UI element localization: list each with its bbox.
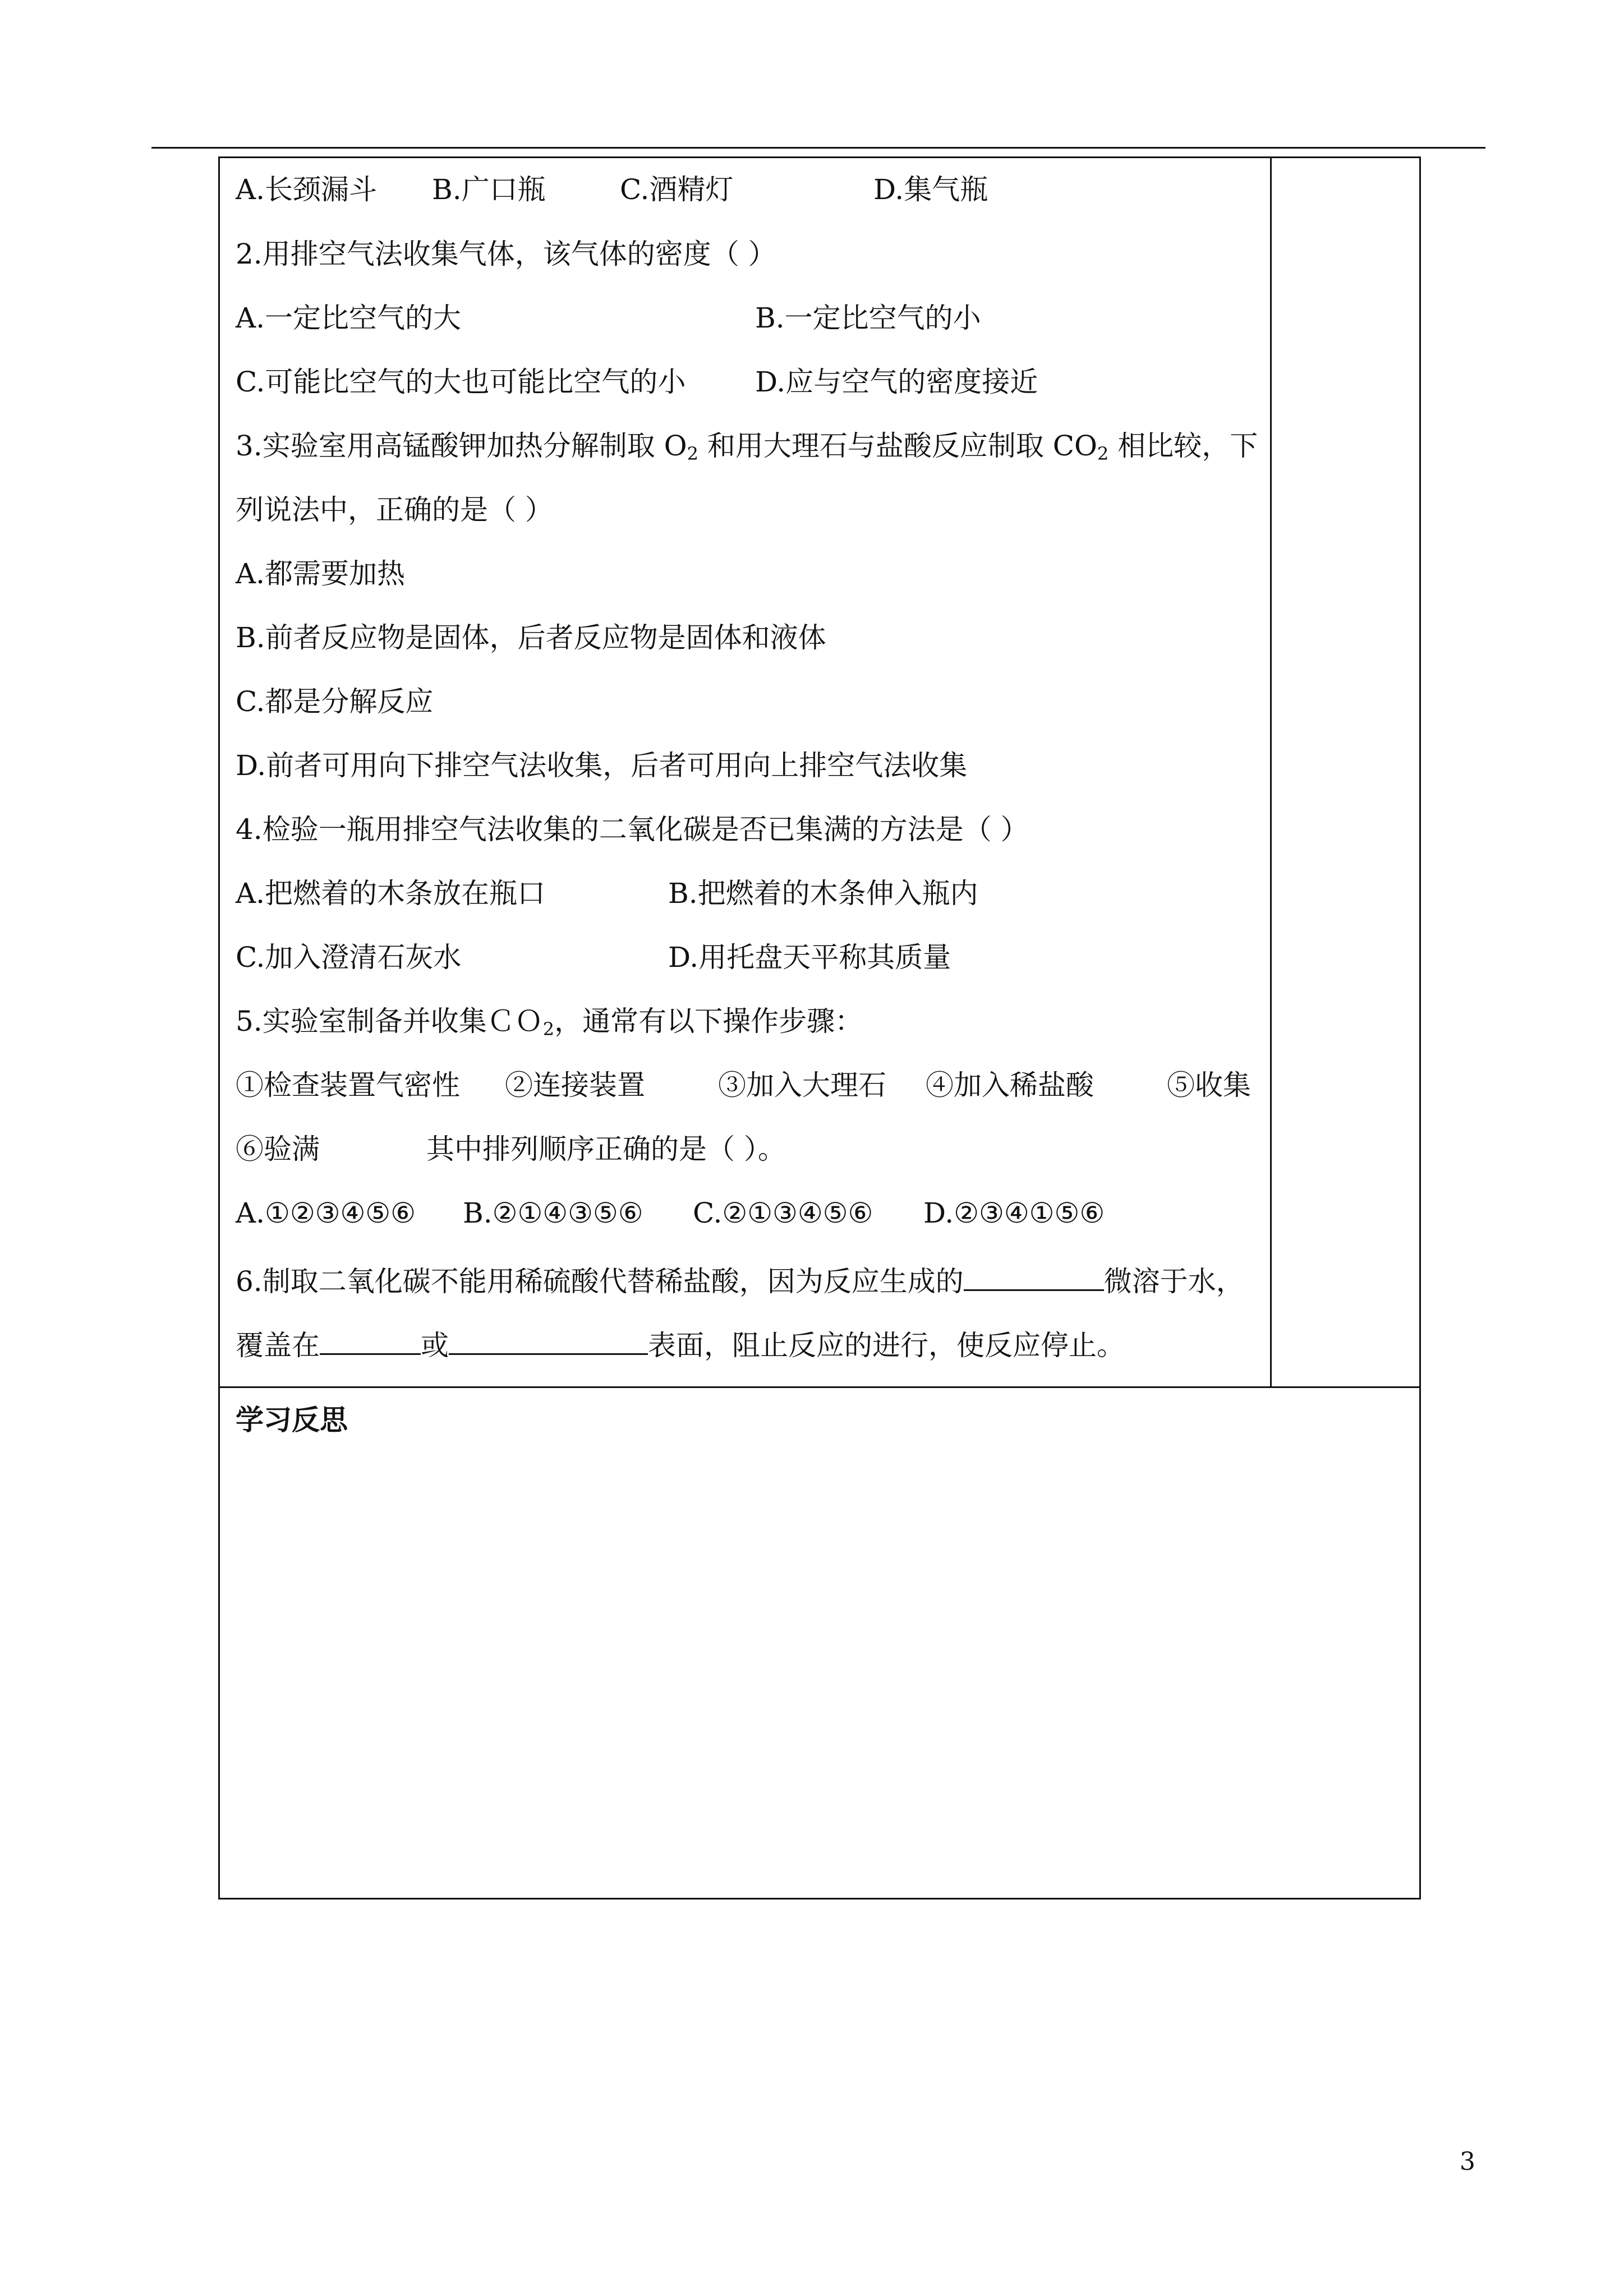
q3-sub1: 2 [687, 443, 698, 464]
q5-option-b: B.②①④③⑤⑥ [463, 1197, 643, 1229]
q4-option-b: B.把燃着的木条伸入瓶内 [668, 877, 978, 910]
q5-option-c: C.②①③④⑤⑥ [693, 1197, 873, 1229]
q1-option-a: A.长颈漏斗 [236, 173, 378, 206]
q4-stem: 4.检验一瓶用排空气法收集的二氧化碳是否已集满的方法是（ ） [236, 813, 1029, 846]
q4-option-a: A.把燃着的木条放在瓶口 [236, 877, 546, 910]
q5-stem [236, 1004, 863, 1038]
q5-option-d: D.②③④①⑤⑥ [923, 1197, 1105, 1229]
q2-option-d: D.应与空气的密度接近 [755, 366, 1038, 398]
page-number: 3 [1460, 2147, 1475, 2176]
q2-option-c: C.可能比空气的大也可能比空气的小 [236, 366, 686, 398]
q2-option-b: B.一定比空气的小 [755, 302, 981, 334]
q3-option-b: B.前者反应物是固体，后者反应物是固体和液体 [236, 621, 826, 654]
q2-stem: 2.用排空气法收集气体，该气体的密度（ ） [236, 238, 776, 270]
q6-part3: 覆盖在 [236, 1329, 320, 1362]
q6-part4: 或 [421, 1329, 449, 1362]
q3-option-a: A.都需要加热 [236, 557, 406, 590]
q6-part5: 表面，阻止反应的进行，使反应停止。 [648, 1329, 1125, 1362]
q5-step-4: ④加入稀盐酸 [926, 1069, 1094, 1101]
worksheet-table [218, 156, 1421, 1899]
q4-option-d: D.用托盘天平称其质量 [668, 941, 951, 974]
q2-option-a: A.一定比空气的大 [236, 302, 462, 334]
q5-step-5: ⑤收集 [1167, 1069, 1251, 1101]
q5-step-3: ③加入大理石 [718, 1069, 886, 1101]
q3-option-c: C.都是分解反应 [236, 685, 434, 718]
q6-part1: 6.制取二氧化碳不能用稀硫酸代替稀盐酸，因为反应生成的 [236, 1265, 964, 1298]
q5-step-6: ⑥验满 [236, 1133, 320, 1165]
q3-stem-line1 [236, 429, 1258, 463]
q5-step-1: ①检查装置气密性 [236, 1069, 460, 1101]
q6-blank-3[interactable] [449, 1324, 648, 1355]
q5-option-a: A.①②③④⑤⑥ [236, 1197, 416, 1229]
q6-blank-2[interactable] [320, 1324, 421, 1355]
q3-stem-line2: 列说法中，正确的是（ ） [236, 494, 553, 526]
q1-option-b: B.广口瓶 [432, 173, 546, 206]
q6-line2 [236, 1324, 1125, 1362]
q3-stem-part1: 3.实验室用高锰酸钾加热分解制取 O [236, 430, 687, 462]
q5-order-question: 其中排列顺序正确的是（ ）。 [426, 1133, 786, 1165]
q3-stem-part3: 相比较，下 [1108, 430, 1258, 462]
q1-option-c: C.酒精灯 [620, 173, 734, 206]
q3-sub2: 2 [1097, 443, 1109, 464]
column-divider [1270, 158, 1272, 1386]
q4-option-c: C.加入澄清石灰水 [236, 941, 462, 974]
q5-stem-sub: 2 [542, 1018, 555, 1040]
q6-part2: 微溶于水， [1103, 1265, 1244, 1298]
row-divider [220, 1386, 1419, 1388]
q6-line1 [236, 1260, 1244, 1298]
q5-step-2: ②连接装置 [505, 1069, 645, 1101]
q5-stem-end: ，通常有以下操作步骤： [554, 1005, 863, 1038]
q6-blank-1[interactable] [964, 1260, 1104, 1291]
q3-stem-part2: 和用大理石与盐酸反应制取 CO [698, 430, 1097, 462]
q1-option-d: D.集气瓶 [873, 173, 988, 206]
q5-stem-main: 5.实验室制备并收集ＣＯ [236, 1005, 543, 1038]
reflection-title: 学习反思 [236, 1404, 348, 1436]
q3-option-d: D.前者可用向下排空气法收集，后者可用向上排空气法收集 [236, 749, 968, 782]
header-rule [151, 147, 1485, 149]
